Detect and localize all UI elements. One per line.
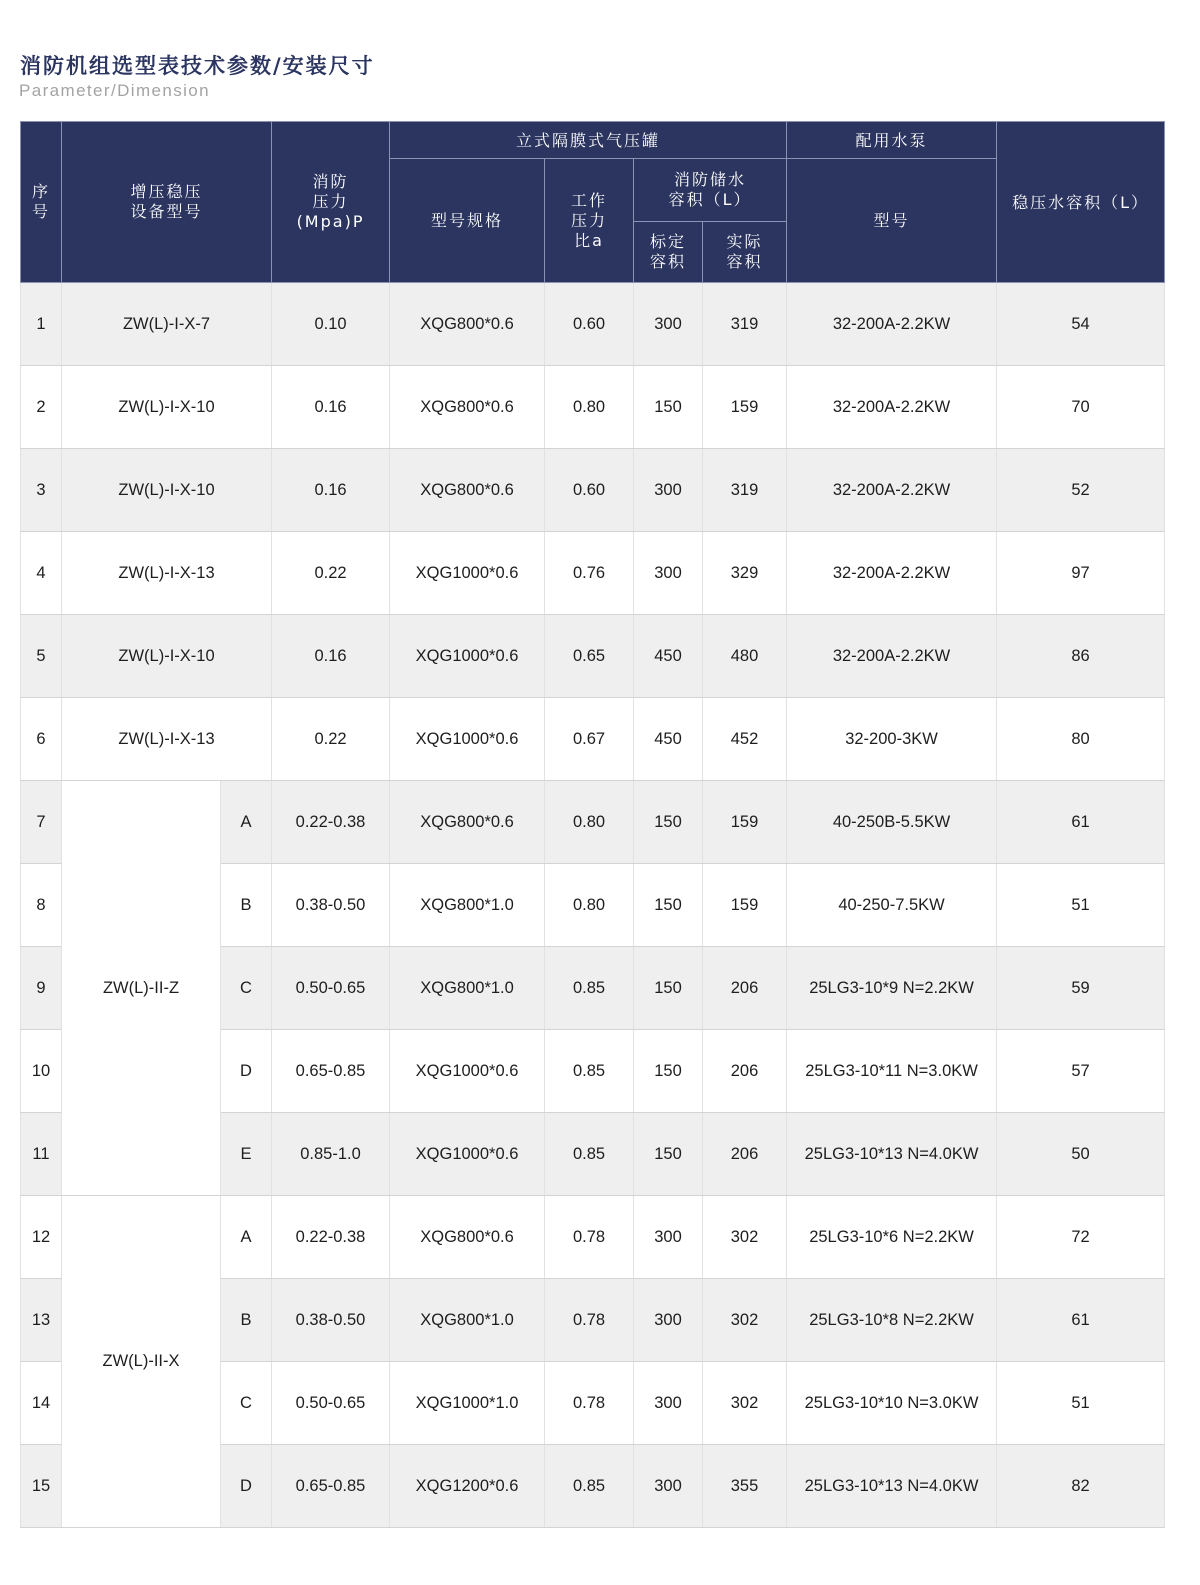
cell-tank-spec: XQG800*1.0 [390,864,545,947]
cell-sub-type: B [221,1279,272,1362]
cell-actual-volume: 302 [703,1196,787,1279]
cell-pump-model: 25LG3-10*11 N=3.0KW [787,1030,997,1113]
cell-pump-model: 25LG3-10*10 N=3.0KW [787,1362,997,1445]
cell-device-model: ZW(L)-I-X-13 [62,532,272,615]
cell-pump-model: 40-250-7.5KW [787,864,997,947]
cell-fire-pressure: 0.50-0.65 [272,1362,390,1445]
cell-stab-volume: 50 [997,1113,1165,1196]
cell-rated-volume: 300 [634,1445,703,1528]
cell-pump-model: 25LG3-10*8 N=2.2KW [787,1279,997,1362]
cell-rated-volume: 300 [634,1362,703,1445]
table-body [21,283,1165,1528]
cell-seq: 1 [21,283,62,366]
cell-pump-model: 32-200A-2.2KW [787,366,997,449]
cell-stab-volume: 97 [997,532,1165,615]
cell-rated-volume: 150 [634,864,703,947]
cell-pressure-ratio: 0.80 [545,366,634,449]
cell-stab-volume: 82 [997,1445,1165,1528]
cell-tank-spec: XQG1000*0.6 [390,1113,545,1196]
cell-seq: 14 [21,1362,62,1445]
cell-rated-volume: 300 [634,532,703,615]
cell-fire-pressure: 0.10 [272,283,390,366]
cell-sub-type: D [221,1445,272,1528]
cell-tank-spec: XQG800*0.6 [390,449,545,532]
cell-rated-volume: 150 [634,1030,703,1113]
cell-stab-volume: 80 [997,698,1165,781]
cell-fire-pressure: 0.85-1.0 [272,1113,390,1196]
cell-pump-model: 25LG3-10*6 N=2.2KW [787,1196,997,1279]
cell-pressure-ratio: 0.85 [545,947,634,1030]
table-row [21,615,1165,698]
header-stab-volume: 稳压水容积（L） [997,122,1165,283]
cell-seq: 10 [21,1030,62,1113]
table-row [21,449,1165,532]
cell-actual-volume: 159 [703,366,787,449]
cell-tank-spec: XQG800*0.6 [390,366,545,449]
cell-stab-volume: 61 [997,1279,1165,1362]
header-rated: 标定 容积 [634,222,703,283]
cell-actual-volume: 206 [703,1030,787,1113]
cell-actual-volume: 329 [703,532,787,615]
cell-rated-volume: 450 [634,615,703,698]
cell-fire-pressure: 0.22 [272,532,390,615]
cell-fire-pressure: 0.38-0.50 [272,864,390,947]
cell-pressure-ratio: 0.60 [545,283,634,366]
cell-seq: 12 [21,1196,62,1279]
table-row [21,366,1165,449]
header-seq: 序 号 [21,122,62,283]
cell-seq: 15 [21,1445,62,1528]
cell-stab-volume: 52 [997,449,1165,532]
cell-tank-spec: XQG1000*0.6 [390,615,545,698]
cell-tank-spec: XQG800*1.0 [390,947,545,1030]
cell-pump-model: 32-200-3KW [787,698,997,781]
cell-pump-model: 32-200A-2.2KW [787,283,997,366]
cell-sub-type: D [221,1030,272,1113]
cell-fire-pressure: 0.16 [272,615,390,698]
cell-stab-volume: 72 [997,1196,1165,1279]
cell-device-model: ZW(L)-I-X-10 [62,615,272,698]
cell-stab-volume: 70 [997,366,1165,449]
cell-seq: 3 [21,449,62,532]
cell-rated-volume: 300 [634,1196,703,1279]
cell-device-model: ZW(L)-I-X-13 [62,698,272,781]
cell-stab-volume: 86 [997,615,1165,698]
cell-fire-pressure: 0.22-0.38 [272,1196,390,1279]
cell-stab-volume: 51 [997,864,1165,947]
cell-pump-model: 25LG3-10*9 N=2.2KW [787,947,997,1030]
cell-pressure-ratio: 0.80 [545,781,634,864]
cell-pressure-ratio: 0.78 [545,1279,634,1362]
cell-rated-volume: 150 [634,1113,703,1196]
cell-rated-volume: 150 [634,947,703,1030]
cell-tank-spec: XQG1000*1.0 [390,1362,545,1445]
header-pump-group: 配用水泵 [787,122,997,159]
cell-stab-volume: 57 [997,1030,1165,1113]
cell-stab-volume: 54 [997,283,1165,366]
cell-tank-spec: XQG800*1.0 [390,1279,545,1362]
cell-pressure-ratio: 0.60 [545,449,634,532]
cell-tank-spec: XQG1200*0.6 [390,1445,545,1528]
cell-pump-model: 32-200A-2.2KW [787,449,997,532]
cell-seq: 11 [21,1113,62,1196]
cell-pressure-ratio: 0.85 [545,1030,634,1113]
cell-tank-spec: XQG800*0.6 [390,1196,545,1279]
cell-fire-pressure: 0.16 [272,449,390,532]
cell-actual-volume: 319 [703,283,787,366]
cell-actual-volume: 206 [703,1113,787,1196]
table-header [21,122,1165,283]
cell-device-model: ZW(L)-I-X-7 [62,283,272,366]
cell-pressure-ratio: 0.85 [545,1445,634,1528]
header-device-model: 增压稳压 设备型号 [62,122,272,283]
cell-pressure-ratio: 0.65 [545,615,634,698]
table-row [21,781,1165,864]
cell-sub-type: A [221,1196,272,1279]
cell-pump-model: 32-200A-2.2KW [787,615,997,698]
cell-device-model-group: ZW(L)-II-X [62,1196,221,1528]
cell-sub-type: A [221,781,272,864]
cell-sub-type: E [221,1113,272,1196]
header-pump-model: 型号 [787,159,997,283]
cell-actual-volume: 452 [703,698,787,781]
cell-seq: 7 [21,781,62,864]
table-row [21,283,1165,366]
cell-device-model: ZW(L)-I-X-10 [62,449,272,532]
cell-actual-volume: 355 [703,1445,787,1528]
cell-rated-volume: 300 [634,449,703,532]
cell-rated-volume: 450 [634,698,703,781]
cell-actual-volume: 302 [703,1362,787,1445]
cell-seq: 13 [21,1279,62,1362]
cell-rated-volume: 150 [634,366,703,449]
table-row [21,1196,1165,1279]
cell-pressure-ratio: 0.76 [545,532,634,615]
cell-sub-type: C [221,947,272,1030]
cell-sub-type: B [221,864,272,947]
cell-fire-pressure: 0.16 [272,366,390,449]
header-actual: 实际 容积 [703,222,787,283]
cell-seq: 2 [21,366,62,449]
cell-stab-volume: 59 [997,947,1165,1030]
cell-tank-spec: XQG1000*0.6 [390,1030,545,1113]
parameter-table [20,121,1165,1528]
cell-fire-pressure: 0.65-0.85 [272,1445,390,1528]
header-tank-group: 立式隔膜式气压罐 [390,122,787,159]
table-row [21,532,1165,615]
cell-pressure-ratio: 0.78 [545,1362,634,1445]
cell-sub-type: C [221,1362,272,1445]
cell-pump-model: 25LG3-10*13 N=4.0KW [787,1445,997,1528]
header-fire-pressure: 消防 压力 (Mpa)P [272,122,390,283]
header-ratio: 工作 压力 比a [545,159,634,283]
cell-tank-spec: XQG800*0.6 [390,283,545,366]
cell-rated-volume: 300 [634,1279,703,1362]
cell-actual-volume: 159 [703,864,787,947]
cell-stab-volume: 51 [997,1362,1165,1445]
cell-actual-volume: 319 [703,449,787,532]
cell-stab-volume: 61 [997,781,1165,864]
header-storage: 消防储水 容积（L） [634,159,787,222]
cell-tank-spec: XQG1000*0.6 [390,532,545,615]
cell-fire-pressure: 0.22-0.38 [272,781,390,864]
cell-fire-pressure: 0.38-0.50 [272,1279,390,1362]
cell-device-model-group: ZW(L)-II-Z [62,781,221,1196]
cell-rated-volume: 150 [634,781,703,864]
cell-fire-pressure: 0.50-0.65 [272,947,390,1030]
cell-pressure-ratio: 0.85 [545,1113,634,1196]
cell-pump-model: 25LG3-10*13 N=4.0KW [787,1113,997,1196]
cell-pressure-ratio: 0.67 [545,698,634,781]
cell-pump-model: 40-250B-5.5KW [787,781,997,864]
cell-fire-pressure: 0.65-0.85 [272,1030,390,1113]
table-row [21,698,1165,781]
cell-seq: 6 [21,698,62,781]
cell-pump-model: 32-200A-2.2KW [787,532,997,615]
cell-actual-volume: 480 [703,615,787,698]
cell-rated-volume: 300 [634,283,703,366]
cell-fire-pressure: 0.22 [272,698,390,781]
cell-pressure-ratio: 0.78 [545,1196,634,1279]
cell-seq: 9 [21,947,62,1030]
cell-seq: 8 [21,864,62,947]
cell-pressure-ratio: 0.80 [545,864,634,947]
cell-actual-volume: 159 [703,781,787,864]
page-title: 消防机组选型表技术参数/安装尺寸 [20,54,375,78]
cell-tank-spec: XQG1000*0.6 [390,698,545,781]
cell-seq: 4 [21,532,62,615]
cell-device-model: ZW(L)-I-X-10 [62,366,272,449]
cell-actual-volume: 302 [703,1279,787,1362]
page-subtitle: Parameter/Dimension [19,81,210,100]
cell-actual-volume: 206 [703,947,787,1030]
cell-seq: 5 [21,615,62,698]
header-spec: 型号规格 [390,159,545,283]
cell-tank-spec: XQG800*0.6 [390,781,545,864]
